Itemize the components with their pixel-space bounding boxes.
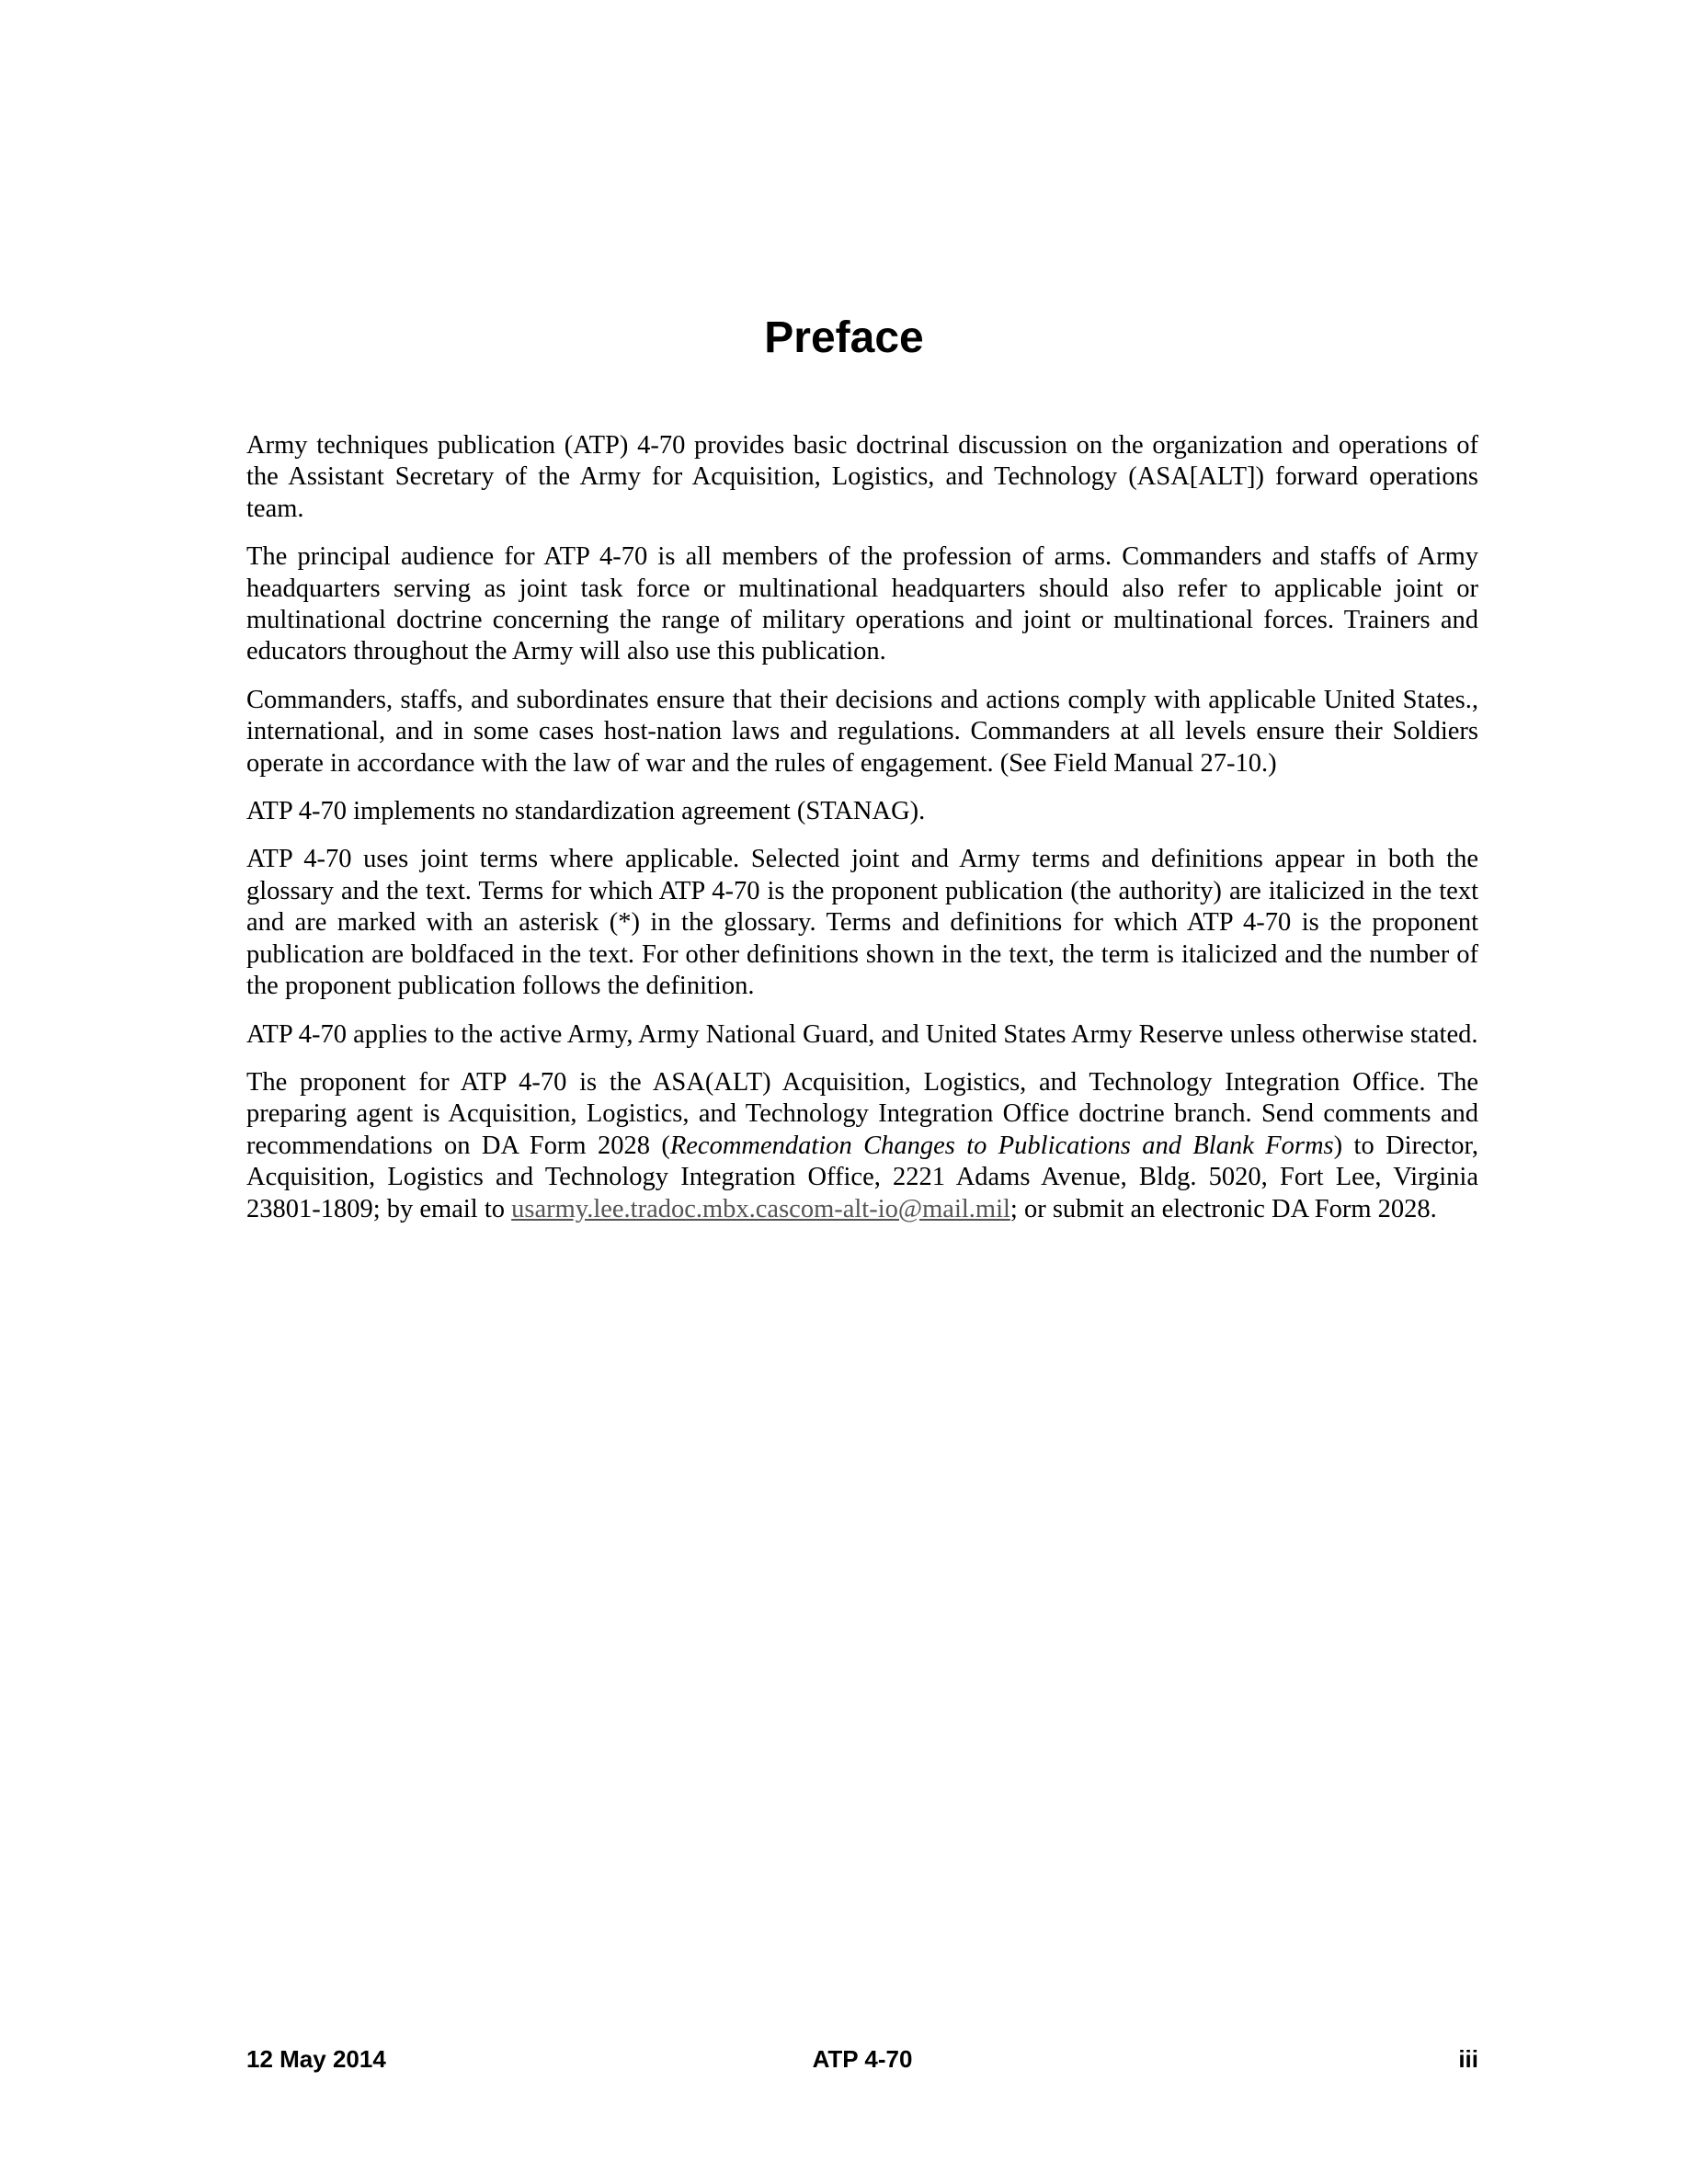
form-title: Recommendation Changes to Publications and Blank Forms	[669, 1131, 1334, 1160]
proponent-text-2: ) to Director, Acquisition, Logistics and Technology Integration Office, 2221 Adams Avenue, Bldg. 5020, Fort Lee, Virginia 23801-1809; by email to	[246, 1131, 1479, 1223]
paragraph-purpose: Army techniques publication (ATP) 4-70 provides basic doctrinal discussion on the organization and operations of the Assistant Secretary of the Army for Acquisition, Logistics, and Technology (ASA[ALT]) forward operations team.	[246, 431, 1478, 523]
paragraph-compliance: Commanders, staffs, and subordinates ensure that their decisions and actions comply with applicable United States., international, and in some cases host-nation laws and regulations. Commanders at all levels ensure their Soldiers operate in accordance with the law of war and the rules of engagement. (See Field Manual 27-10.)	[246, 685, 1478, 778]
email-link[interactable]: usarmy.lee.tradoc.mbx.cascom-alt-io@mail.mil	[511, 1194, 1010, 1223]
footer-date: 12 May 2014	[246, 2045, 386, 2073]
footer-publication: ATP 4-70	[812, 2045, 913, 2073]
paragraph-applicability: ATP 4-70 applies to the active Army, Army National Guard, and United States Army Reserve unless otherwise stated.	[246, 1019, 1478, 1049]
page-footer	[246, 2042, 1478, 2076]
footer-page-number: iii	[1458, 2045, 1478, 2073]
paragraph-proponent	[246, 1067, 1478, 1225]
paragraph-stanag: ATP 4-70 implements no standardization agreement (STANAG).	[246, 797, 926, 826]
proponent-text-3: ; or submit an electronic DA Form 2028.	[1009, 1194, 1437, 1223]
proponent-text-1: The proponent for ATP 4-70 is the ASA(ALT) Acquisition, Logistics, and Technology Integration Office. The preparing agent is Acquisition, Logistics, and Technology Integration Office doctrine branch. Send comments and recommendations on DA Form 2028 (	[246, 1067, 1478, 1160]
paragraph-audience: The principal audience for ATP 4-70 is all members of the profession of arms. Commanders and staffs of Army headquarters serving as joint task force or multinational headquarters should also refer to applicable joint or multinational doctrine concerning the range of military operations and joint or multinational forces. Trainers and educators throughout the Army will also use this publication.	[246, 542, 1478, 666]
preface-body	[246, 430, 1478, 1242]
paragraph-terms: ATP 4-70 uses joint terms where applicable. Selected joint and Army terms and definitions appear in both the glossary and the text. Terms for which ATP 4-70 is the proponent publication (the authority) are italicized in the text and are marked with an asterisk (*) in the glossary. Terms and definitions for which ATP 4-70 is the proponent publication are boldfaced in the text. For other definitions shown in the text, the term is italicized and the number of the proponent publication follows the definition.	[246, 845, 1478, 1001]
page-title: Preface	[764, 313, 924, 362]
